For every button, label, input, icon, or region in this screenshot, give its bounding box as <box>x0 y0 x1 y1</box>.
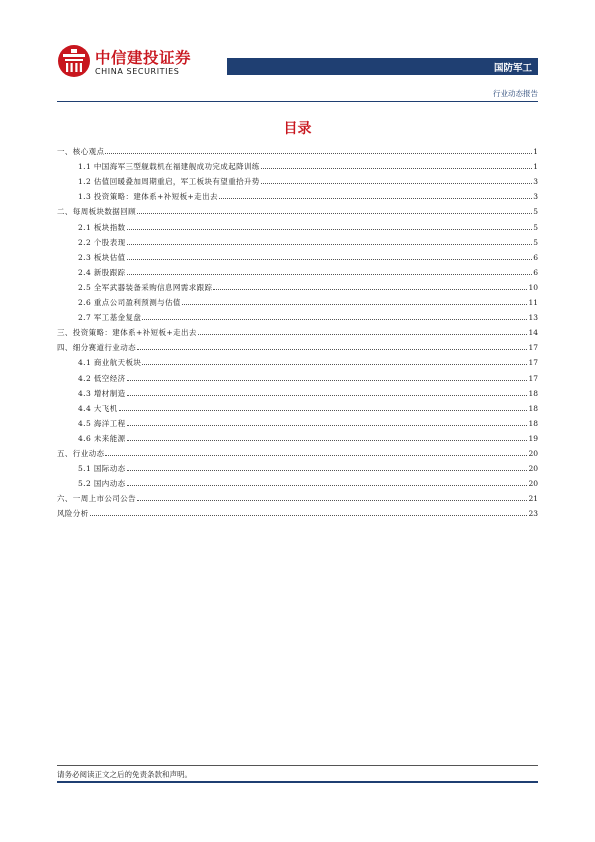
toc-entry-label: 四、细分赛道行业动态 <box>57 343 136 353</box>
toc-entry[interactable] <box>57 413 538 428</box>
toc-entry-page: 20 <box>528 464 538 474</box>
toc-entry[interactable] <box>57 488 538 503</box>
toc-entry-page: 6 <box>533 267 538 277</box>
toc-entry[interactable] <box>57 292 538 307</box>
toc-entry-label: 二、每周板块数据回顾 <box>57 207 136 217</box>
toc-leader-dots <box>142 364 527 365</box>
company-logo <box>57 44 197 80</box>
toc-entry-label: 五、行业动态 <box>57 448 105 458</box>
toc-entry[interactable] <box>57 232 538 247</box>
toc-entry-label: 三、投资策略：建体系+补短板+走出去 <box>57 328 197 338</box>
toc-leader-dots <box>137 500 527 501</box>
toc-leader-dots <box>137 213 532 214</box>
toc-entry[interactable] <box>57 503 538 518</box>
toc-entry-page: 3 <box>533 192 538 202</box>
toc-leader-dots <box>127 259 533 260</box>
toc-leader-dots <box>137 349 527 350</box>
toc-leader-dots <box>127 440 528 441</box>
toc-entry-label: 4.2 低空经济 <box>78 373 126 383</box>
toc-entry-label: 2.7 军工基金复盘 <box>78 313 142 323</box>
toc-entry-label: 4.5 海洋工程 <box>78 418 126 428</box>
toc-entry[interactable] <box>57 247 538 262</box>
toc-leader-dots <box>127 244 533 245</box>
toc-entry-page: 6 <box>533 252 538 262</box>
toc-entry-page: 5 <box>533 237 538 247</box>
toc-entry[interactable] <box>57 262 538 277</box>
toc-entry[interactable] <box>57 322 538 337</box>
toc-entry-label: 4.6 未来能源 <box>78 433 126 443</box>
toc-entry-label: 4.3 增材制造 <box>78 388 126 398</box>
toc-entry[interactable] <box>57 443 538 458</box>
toc-entry[interactable] <box>57 171 538 186</box>
toc-leader-dots <box>127 470 528 471</box>
toc-entry-page: 3 <box>533 177 538 187</box>
toc-entry-page: 5 <box>533 207 538 217</box>
footer-divider-bold <box>57 781 538 783</box>
toc-leader-dots <box>142 319 527 320</box>
toc-leader-dots <box>90 515 528 516</box>
toc-entry[interactable] <box>57 352 538 367</box>
toc-leader-dots <box>127 425 528 426</box>
toc-entry-label: 4.1 商业航天板块 <box>78 358 142 368</box>
toc-title: 目录 <box>283 121 312 137</box>
toc-entry[interactable] <box>57 458 538 473</box>
toc-leader-dots <box>127 229 533 230</box>
logo-english-name: CHINA SECURITIES <box>95 67 180 76</box>
toc-entry-label: 5.2 国内动态 <box>78 479 126 489</box>
toc-leader-dots <box>127 395 528 396</box>
toc-entry[interactable] <box>57 186 538 201</box>
toc-entry-label: 2.3 板块估值 <box>78 252 126 262</box>
toc-entry-page: 1 <box>533 162 538 172</box>
toc-entry-label: 2.4 新股跟踪 <box>78 267 126 277</box>
toc-entry-label: 风险分析 <box>57 509 89 519</box>
toc-entry[interactable] <box>57 156 538 171</box>
toc-entry[interactable] <box>57 307 538 322</box>
toc-entry-label: 2.2 个股表现 <box>78 237 126 247</box>
toc-entry-page: 18 <box>528 418 538 428</box>
toc-leader-dots <box>105 153 532 154</box>
toc-entry[interactable] <box>57 141 538 156</box>
toc-entry-label: 一、核心观点 <box>57 147 105 157</box>
footer-divider <box>57 765 538 766</box>
toc-entry-page: 10 <box>528 282 538 292</box>
toc-entry[interactable] <box>57 201 538 216</box>
toc-leader-dots <box>105 455 527 456</box>
toc-entry-label: 1.2 估值回暖叠加周期重启，军工板块有望重拾升势 <box>78 177 260 187</box>
citic-logo-icon <box>57 44 91 78</box>
toc-entry[interactable] <box>57 383 538 398</box>
toc-entry-page: 19 <box>528 433 538 443</box>
toc-leader-dots <box>261 168 532 169</box>
toc-entry-page: 17 <box>528 358 538 368</box>
header-bar <box>227 58 538 75</box>
toc-entry-page: 11 <box>528 298 538 308</box>
toc-entry-page: 1 <box>533 147 538 157</box>
toc-entry[interactable] <box>57 398 538 413</box>
toc-leader-dots <box>261 183 532 184</box>
toc-entry-label: 1.1 中国海军三型舰载机在福建舰成功完成起降训练 <box>78 162 260 172</box>
toc-leader-dots <box>213 289 527 290</box>
toc-leader-dots <box>182 304 528 305</box>
toc-entry-page: 18 <box>528 388 538 398</box>
table-of-contents <box>57 141 538 518</box>
toc-entry[interactable] <box>57 277 538 292</box>
toc-entry-label: 2.6 重点公司盈利预测与估值 <box>78 298 181 308</box>
toc-leader-dots <box>127 380 528 381</box>
toc-entry[interactable] <box>57 428 538 443</box>
toc-leader-dots <box>119 410 528 411</box>
toc-entry-label: 4.4 大飞机 <box>78 403 118 413</box>
logo-chinese-name: 中信建投证券 <box>95 49 192 67</box>
report-type: 行业动态报告 <box>493 89 538 98</box>
toc-entry-label: 六、一周上市公司公告 <box>57 494 136 504</box>
toc-entry[interactable] <box>57 337 538 352</box>
header-divider <box>57 101 538 102</box>
toc-entry-page: 20 <box>528 448 538 458</box>
toc-entry-page: 17 <box>528 373 538 383</box>
toc-entry-page: 17 <box>528 343 538 353</box>
toc-entry-page: 20 <box>528 479 538 489</box>
toc-entry-label: 2.1 板块指数 <box>78 222 126 232</box>
industry-tag: 国防军工 <box>493 63 532 74</box>
toc-leader-dots <box>219 198 532 199</box>
toc-entry-page: 18 <box>528 403 538 413</box>
toc-entry-page: 13 <box>528 313 538 323</box>
toc-entry-page: 14 <box>528 328 538 338</box>
toc-entry[interactable] <box>57 367 538 382</box>
footer-disclaimer: 请务必阅读正文之后的免责条款和声明。 <box>57 770 192 779</box>
toc-entry[interactable] <box>57 216 538 231</box>
toc-entry-label: 2.5 全军武器装备采购信息网需求跟踪 <box>78 282 213 292</box>
toc-leader-dots <box>198 334 528 335</box>
toc-entry-page: 23 <box>528 509 538 519</box>
toc-entry-page: 21 <box>528 494 538 504</box>
toc-leader-dots <box>127 274 533 275</box>
toc-leader-dots <box>127 485 528 486</box>
toc-entry-label: 5.1 国际动态 <box>78 464 126 474</box>
toc-entry[interactable] <box>57 473 538 488</box>
toc-entry-label: 1.3 投资策略：建体系+补短板+走出去 <box>78 192 218 202</box>
toc-entry-page: 5 <box>533 222 538 232</box>
